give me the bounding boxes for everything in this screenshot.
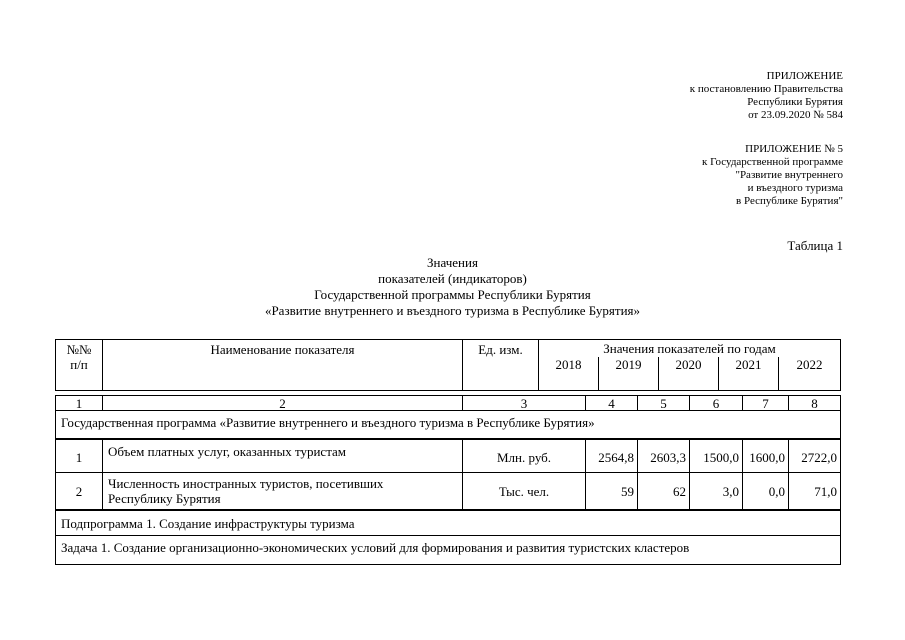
row-name: Объем платных услуг, оказанных туристам — [103, 440, 463, 473]
header-num-line: №№ — [66, 342, 92, 357]
program-row: Государственная программа «Развитие внутреннего и въездного туризма в Республике Бурятия» — [56, 411, 841, 439]
row-value: 0,0 — [743, 473, 789, 510]
column-number: 7 — [743, 396, 789, 411]
header-year-2020: 2020 — [659, 357, 719, 391]
row-unit: Млн. руб. — [463, 440, 586, 473]
row-value: 1600,0 — [743, 440, 789, 473]
appendix-header-line: к постановлению Правительства — [689, 83, 843, 95]
title-line: «Развитие внутреннего и въездного туризма в Республике Бурятия» — [264, 303, 641, 318]
appendix5-header-line: и въездного туризма — [747, 182, 843, 194]
header-year-2018: 2018 — [539, 357, 599, 391]
appendix5-header-line: в Республике Бурятия" — [736, 195, 843, 207]
row-num: 2 — [56, 473, 103, 510]
subprogram-row: Подпрограмма 1. Создание инфраструктуры туризма — [56, 511, 841, 536]
row-name: Численность иностранных туристов, посетивших Республику Бурятия — [103, 473, 463, 510]
title-line: Значения — [427, 255, 478, 270]
row-value: 2722,0 — [789, 440, 841, 473]
header-year-2021: 2021 — [719, 357, 779, 391]
header-unit-cell: Ед. изм. — [463, 340, 539, 391]
title-line: показателей (индикаторов) — [378, 271, 527, 286]
appendix-header-line: от 23.09.2020 № 584 — [748, 109, 843, 121]
task-row: Задача 1. Создание организационно-экономических условий для формирования и развития туристских кластеров — [56, 536, 841, 565]
document-title — [0, 255, 905, 319]
column-number: 5 — [638, 396, 690, 411]
column-number: 3 — [463, 396, 586, 411]
appendix5-header-line: к Государственной программе — [702, 156, 843, 168]
row-value: 71,0 — [789, 473, 841, 510]
row-unit: Тыс. чел. — [463, 473, 586, 510]
row-value: 62 — [638, 473, 690, 510]
appendix-header — [690, 70, 843, 122]
header-num-line: п/п — [70, 357, 88, 372]
appendix5-header-line: ПРИЛОЖЕНИЕ № 5 — [745, 143, 843, 155]
appendix5-header — [702, 143, 843, 208]
header-values-group: Значения показателей по годам — [539, 340, 841, 357]
row-value: 2564,8 — [586, 440, 638, 473]
header-year-2019: 2019 — [599, 357, 659, 391]
row-value: 2603,3 — [638, 440, 690, 473]
row-num: 1 — [56, 440, 103, 473]
appendix-header-line: ПРИЛОЖЕНИЕ — [766, 70, 843, 82]
title-line: Государственной программы Республики Бурятия — [314, 287, 591, 302]
row-value: 1500,0 — [690, 440, 743, 473]
header-year-2022: 2022 — [779, 357, 841, 391]
appendix-header-line: Республики Бурятия — [747, 96, 843, 108]
table-header — [55, 339, 841, 391]
row-value: 59 — [586, 473, 638, 510]
column-number: 8 — [789, 396, 841, 411]
appendix5-header-line: "Развитие внутреннего — [735, 169, 843, 181]
header-num-cell — [56, 340, 103, 391]
subprogram-block — [55, 510, 841, 565]
column-numbers-block — [55, 395, 841, 439]
header-name-cell: Наименование показателя — [103, 340, 463, 391]
column-number: 6 — [690, 396, 743, 411]
column-number: 4 — [586, 396, 638, 411]
data-rows — [55, 439, 841, 510]
row-value: 3,0 — [690, 473, 743, 510]
table-label: Таблица 1 — [787, 238, 843, 253]
column-number: 2 — [103, 396, 463, 411]
column-number: 1 — [56, 396, 103, 411]
